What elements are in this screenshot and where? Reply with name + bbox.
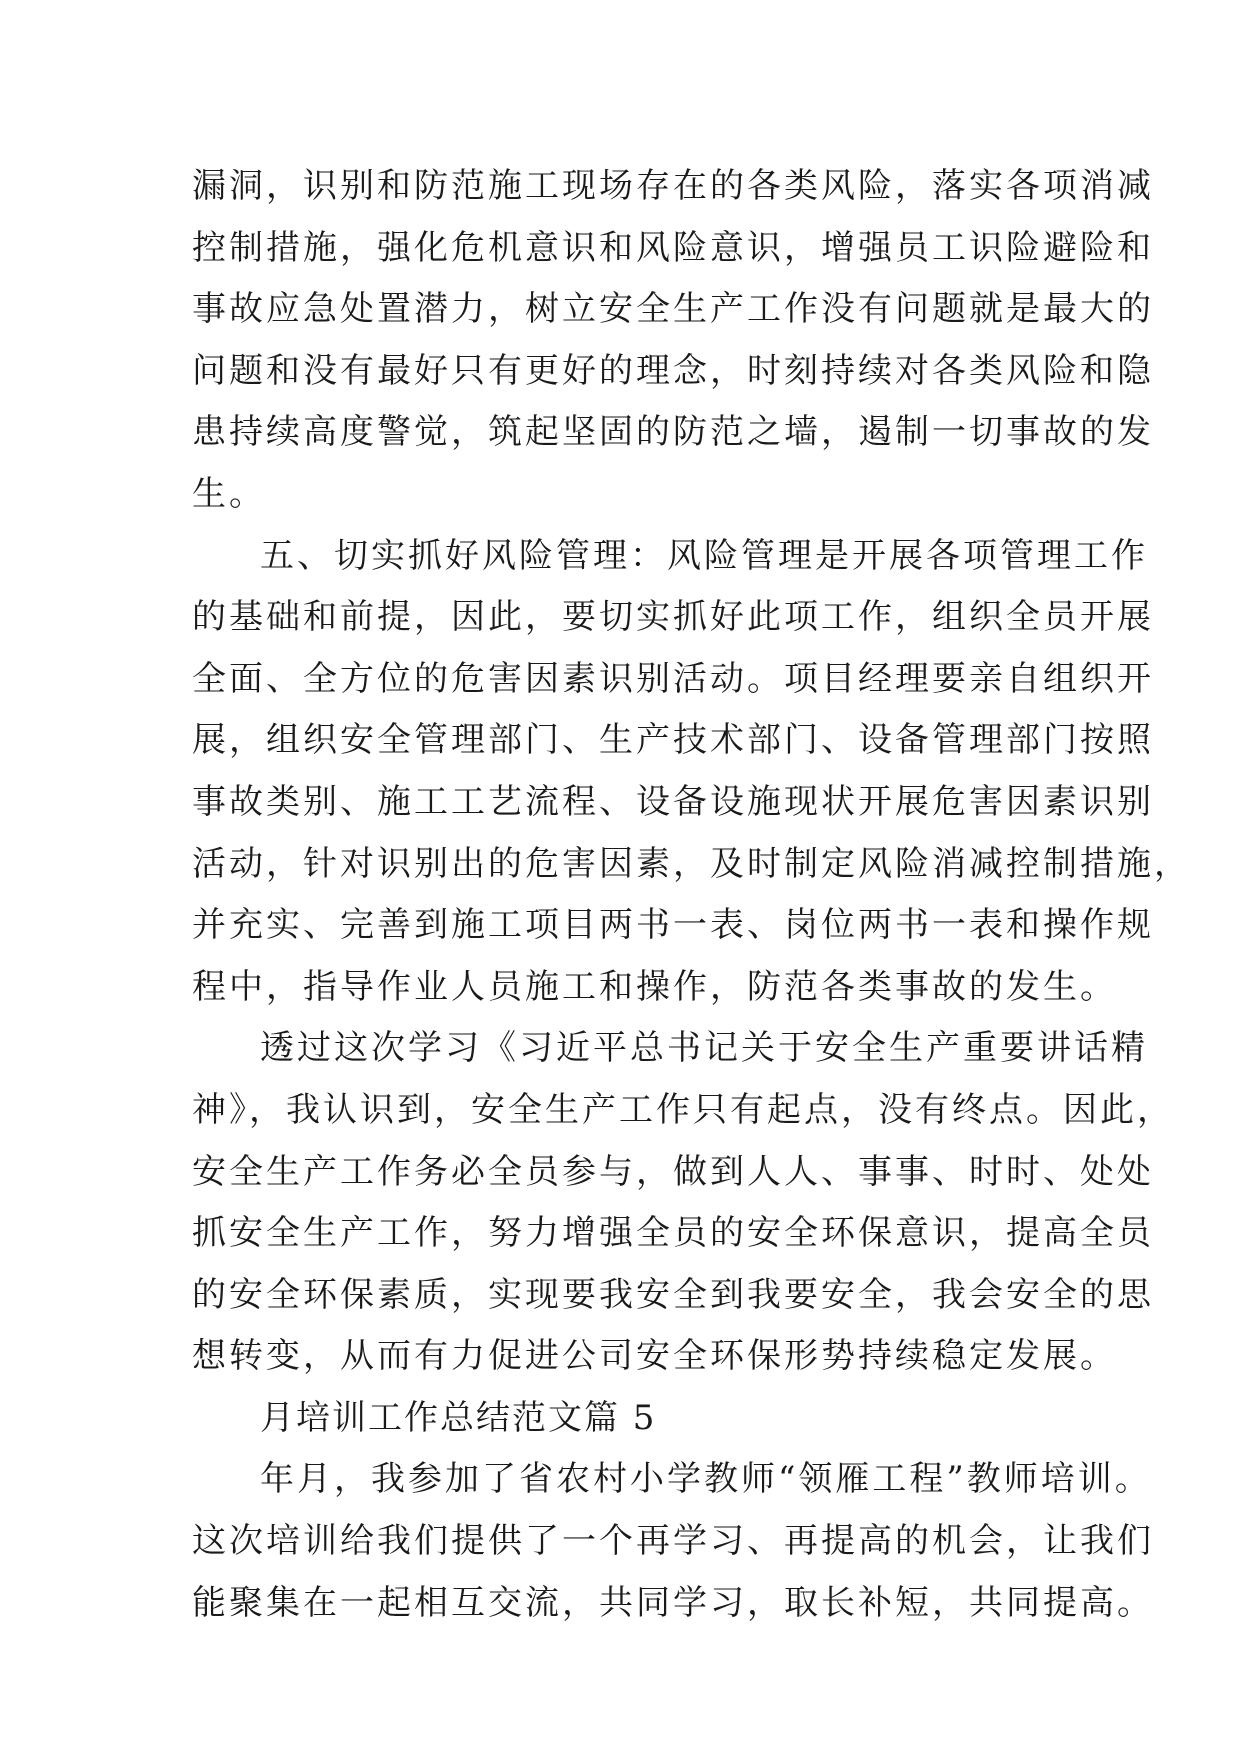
text-line: 生。 [192,473,266,514]
section-heading-text: 月培训工作总结范文篇 5 [260,1397,657,1438]
text-line: 安全生产工作务必全员参与，做到人人、事事、时时、处处 [192,1151,1154,1192]
text-line: 活动，针对识别出的危害因素，及时制定风险消减控制措施， [192,843,1191,884]
document-page [192,156,1191,1634]
text-line: 控制措施，强化危机意识和风险意识，增强员工识险避险和 [192,227,1154,268]
text-line: 的基础和前提，因此，要切实抓好此项工作，组织全员开展 [192,597,1154,638]
text-line: 问题和没有最好只有更好的理念，时刻持续对各类风险和隐 [192,350,1154,391]
text-line: 透过这次学习《习近平总书记关于安全生产重要讲话精 [260,1028,1148,1069]
text-line: 程中，指导作业人员施工和操作，防范各类事故的发生。 [192,966,1117,1007]
text-line: 展，组织安全管理部门、生产技术部门、设备管理部门按照 [192,720,1154,761]
section-heading [192,1388,1072,1450]
text-line: 这次培训给我们提供了一个再学习、再提高的机会，让我们 [192,1521,1154,1562]
paragraph-risk-management [192,526,1191,1019]
text-line: 全面、全方位的危害因素识别活动。项目经理要亲自组织开 [192,658,1154,699]
text-line: 能聚集在一起相互交流，共同学习，取长补短，共同提高。 [192,1582,1154,1623]
text-line: 想转变，从而有力促进公司安全环保形势持续稳定发展。 [192,1336,1117,1377]
text-line: 神》，我认识到，安全生产工作只有起点，没有终点。因此， [192,1089,1174,1130]
text-line: 事故类别、施工工艺流程、设备设施现状开展危害因素识别 [192,781,1154,822]
text-line: 抓安全生产工作，努力增强全员的安全环保意识，提高全员 [192,1213,1154,1254]
text-line: 年月，我参加了省农村小学教师“领雁工程”教师培训。 [260,1459,1152,1500]
text-line: 事故应急处置潜力，树立安全生产工作没有问题就是最大的 [192,289,1154,330]
paragraph-training-intro [192,1449,1154,1634]
text-line: 并充实、完善到施工项目两书一表、岗位两书一表和操作规 [192,905,1154,946]
paragraph-risk-prevention-tail [192,156,1154,526]
text-line: 五、切实抓好风险管理：风险管理是开展各项管理工作 [260,535,1148,576]
text-line: 患持续高度警觉，筑起坚固的防范之墙，遏制一切事故的发 [192,412,1154,453]
text-line: 漏洞，识别和防范施工现场存在的各类风险，落实各项消减 [192,166,1154,206]
paragraph-conclusion [192,1018,1174,1388]
text-line: 的安全环保素质，实现要我安全到我要安全，我会安全的思 [192,1274,1154,1315]
